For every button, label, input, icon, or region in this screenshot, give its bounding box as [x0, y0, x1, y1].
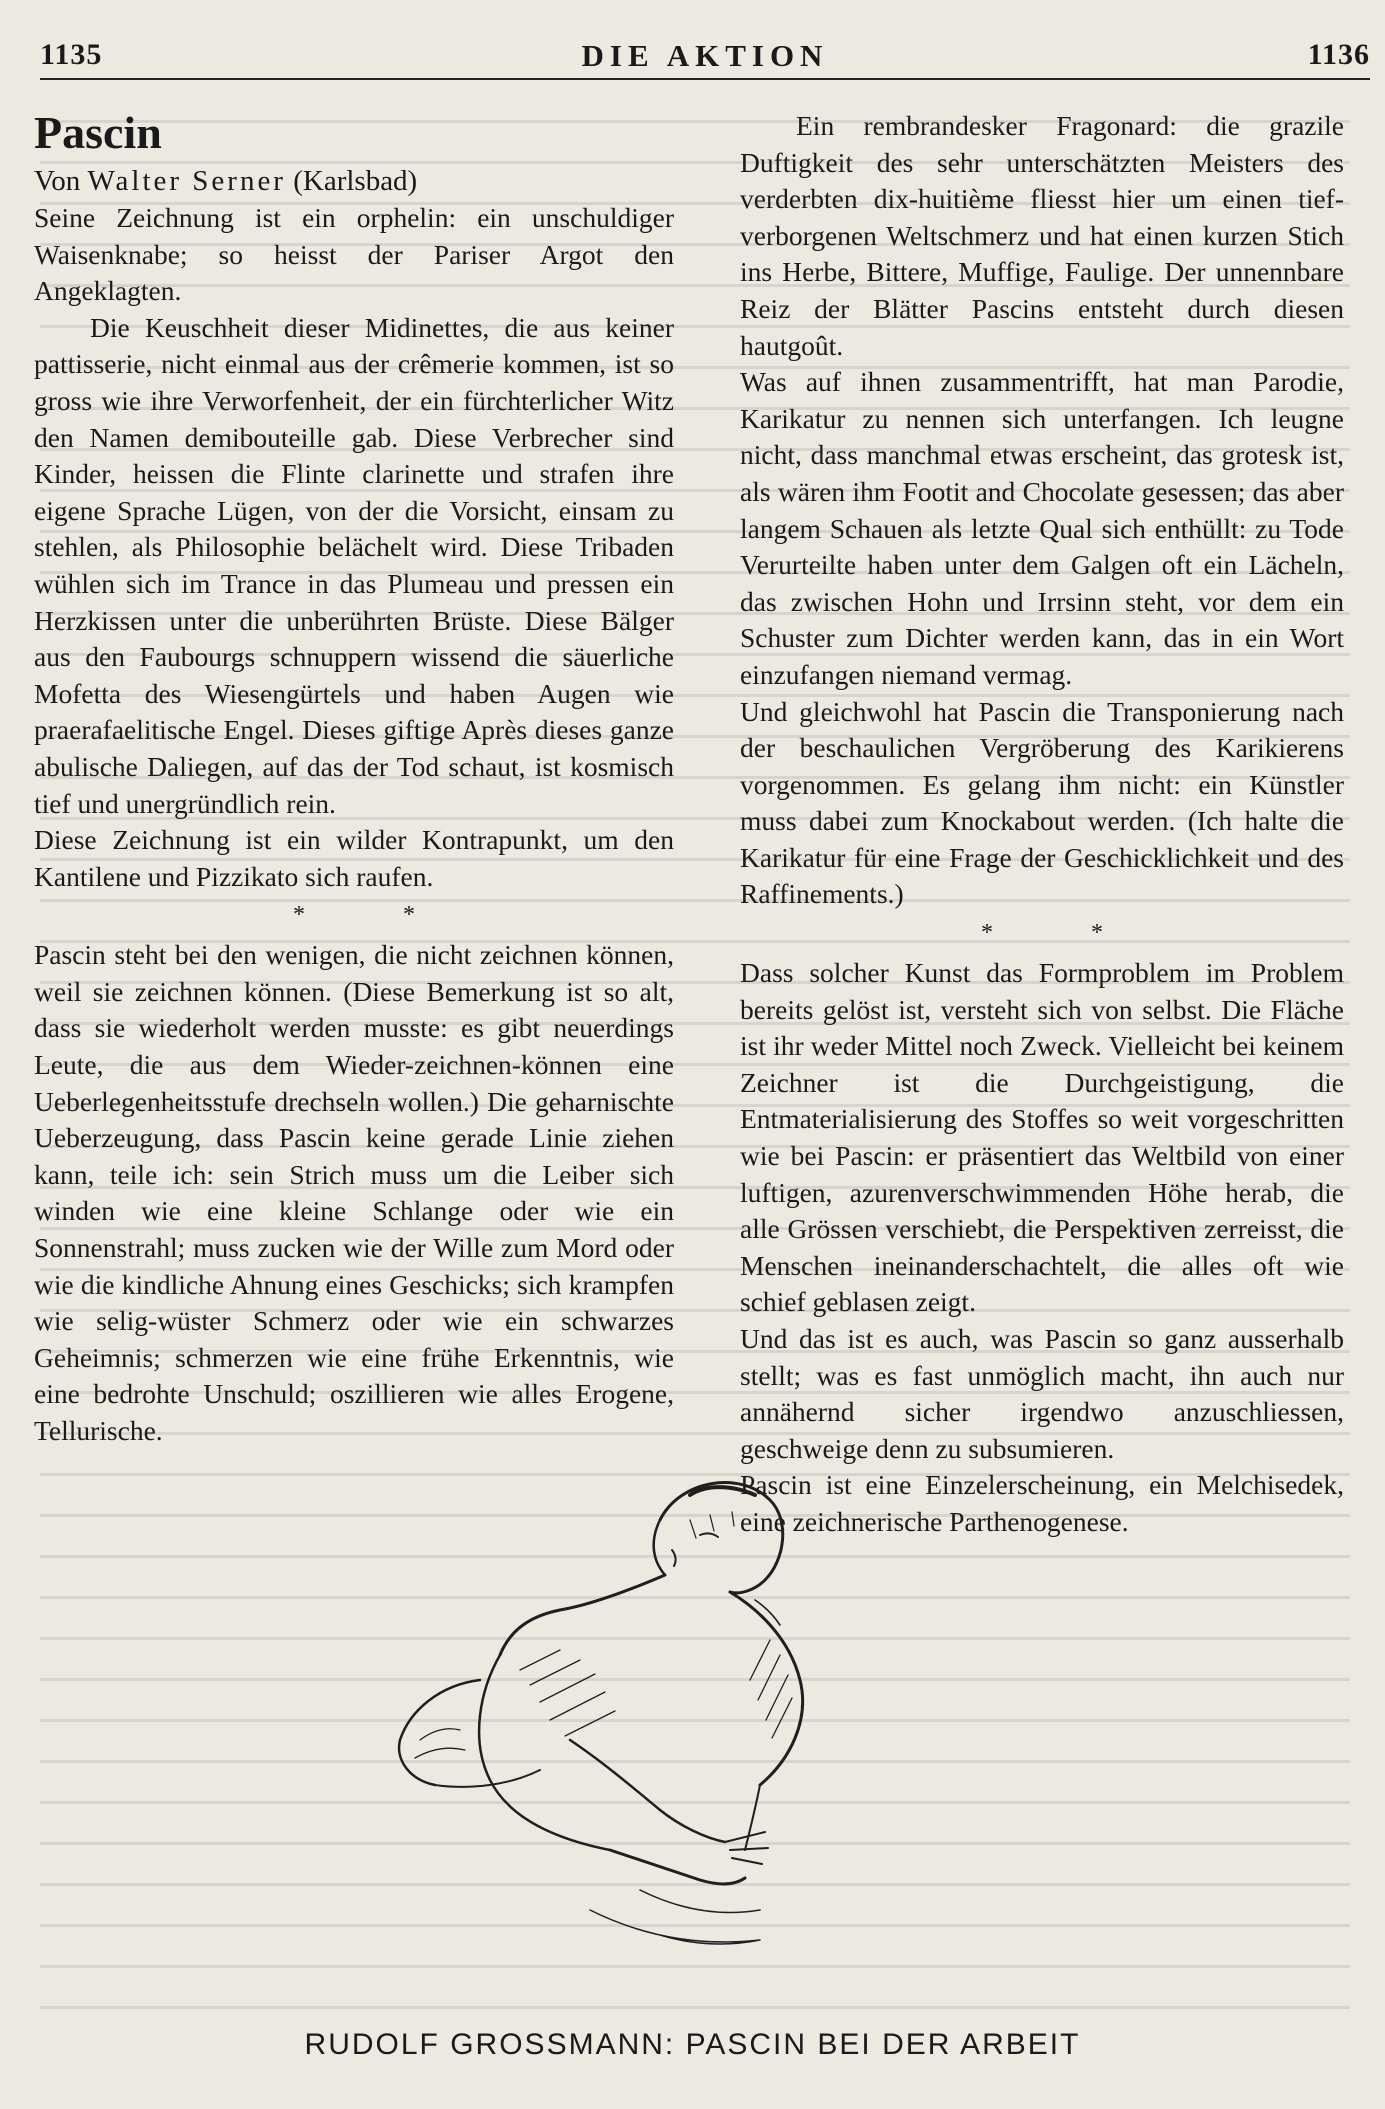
page-header: [40, 38, 1370, 80]
author-name: Walter Serner: [87, 165, 286, 197]
page-number-right: 1136: [1307, 38, 1370, 71]
paragraph: Dass solcher Kunst das Formproblem im Problem bereits gelöst ist, versteht sich von selbst. Die Fläche ist ihr weder Mittel noch Zweck. Vielleicht bei keinem Zeichner ist die Durchgeistigung, die Entmaterialisierung des Stoffes so weit vorgeschritten wie bei Pascin: er präsentiert das Weltbild von einer luftigen, azurenverschwimmenden Höhe herab, die alle Grössen verschiebt, die Perspektiven zerreisst, die Menschen ineinanderschachtelt, die alles oft wie schief geblasen zeigt.: [740, 957, 1344, 1318]
paragraph: Pascin ist eine Einzelerscheinung, ein Melchisedek, eine zeichnerische Parthenogenese.: [740, 1469, 1344, 1537]
article-title: Pascin: [34, 107, 162, 158]
section-separator: [34, 897, 674, 933]
author-location: (Karlsbad): [293, 165, 418, 197]
separator-star: *: [403, 902, 415, 929]
paragraph: Und das ist es auch, was Pascin so ganz ausserhalb stellt; was es fast unmöglich macht, ihn auch nur annähernd sicher irgendwo anzuschliessen, geschweige denn zu subsumieren.: [740, 1323, 1344, 1464]
separator-star: *: [293, 902, 305, 929]
section-separator: [740, 915, 1344, 951]
paragraph: Pascin steht bei den wenigen, die nicht zeichnen können, weil sie zeichnen können. (Diese Bemerkung ist so alt, dass sie wiederholt werden musste: es gibt neuerdings Leute, die aus dem Wieder-zeichnen-können eine Ueberlegenheitsstufe drechseln wollen.) Die geharnischte Ueberzeugung, dass Pascin keine gerade Linie ziehen kann, teile ich: sein Strich muss um die Leiber sich winden wie eine kleine Schlange oder wie ein Sonnenstrahl; muss zucken wie der Wille zum Mord oder wie die kindliche Ahnung eines Geschicks; sich krampfen wie selig-wüster Schmerz oder wie ein schwarzes Geheimnis; schmerzen wie eine frühe Erkenntnis, wie eine bedrohte Unschuld; oszillieren wie alles Erogene, Tellurische.: [34, 939, 674, 1446]
byline: [34, 162, 674, 200]
byline-prefix: Von: [34, 165, 81, 197]
sketch-drawing-icon: [360, 1440, 920, 1980]
page-number-left: 1135: [40, 38, 103, 71]
illustration-caption: RUDOLF GROSSMANN: PASCIN BEI DER ARBEIT: [304, 2028, 1081, 2061]
paragraph: Ein rembrandesker Fragonard: die grazile Duftigkeit des sehr unterschätzten Meisters des verderbten dix-huitième fliesst hier um einen tief-verborgenen Weltschmerz und hat einen kurzen Stich ins Herbe, Bittere, Muffige, Faulige. Der unnennbare Reiz der Blätter Pascins entsteht durch diesen hautgoût.: [740, 110, 1344, 361]
separator-star: *: [981, 920, 993, 947]
paragraph: Die Keuschheit dieser Midinettes, die aus keiner pattisserie, nicht einmal aus der crêmerie kommen, ist so gross wie ihre Verworfenheit, der ein fürchterlicher Witz den Namen demibouteille gab. Diese Verbrecher sind Kinder, heissen die Flinte clarinette und strafen ihre eigene Sprache Lügen, von der die Vorsicht, einsam zu stehlen, als Philosophie belächelt wird. Diese Tribaden wühlen sich im Trance in das Plumeau und pressen ein Herzkissen unter die unberührten Brüste. Diese Bälger aus den Faubourgs schnuppern wissend die säuerliche Mofetta des Wiesengürtels und haben Augen wie praerafaelitische Engel. Dieses giftige Après dieses ganze abulische Daliegen, auf das der Tod schaut, ist kosmisch tief und unergründlich rein.: [34, 311, 674, 819]
paragraph: Was auf ihnen zusammentrifft, hat man Parodie, Karikatur zu nennen sich unterfangen. Ich leugne nicht, dass manchmal etwas erscheint, das grotesk ist, als wären ihm Footit and Chocolate gesessen; das aber langem Schauen als letzte Qual sich enthüllt: zu Tode Verurteilte haben unter dem Galgen oft ein Lächeln, das zwischen Hohn und Irrsinn steht, vor dem ein Schuster zum Dichter werden kann, das in ein Wort einzufangen niemand vermag.: [740, 366, 1344, 690]
paragraph: Seine Zeichnung ist ein orphelin: ein unschuldiger Waisenknabe; so heisst der Pariser Argot den Angeklagten.: [34, 202, 674, 307]
right-column: [740, 108, 1344, 1541]
journal-title: DIE AKTION: [581, 38, 829, 73]
paragraph: Und gleichwohl hat Pascin die Transponierung nach der beschaulichen Vergröberung des Karikierens vorgenommen. Es gelang ihm nicht: ein Künstler muss dabei zum Knockabout werden. (Ich halte die Karikatur für eine Frage der Geschicklichkeit und des Raffinements.): [740, 695, 1344, 910]
separator-star: *: [1091, 920, 1103, 947]
paragraph: Diese Zeichnung ist ein wilder Kontrapunkt, um den Kantilene und Pizzikato sich raufen.: [34, 824, 674, 892]
left-column: [34, 108, 674, 1450]
